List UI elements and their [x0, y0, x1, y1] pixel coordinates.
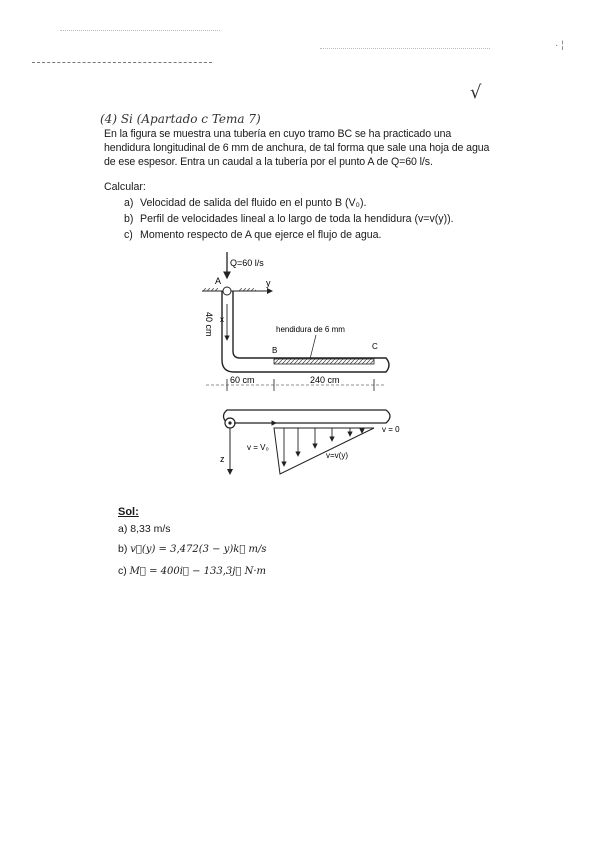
- v-start-label: v = V₀: [247, 443, 269, 452]
- point-a-label: A: [215, 276, 222, 286]
- pipe-top-view: [224, 410, 391, 423]
- velocity-profile: [274, 428, 374, 474]
- pipe-figure: [190, 248, 420, 480]
- question-text: Momento respecto de A que ejerce el flujo de agua.: [140, 229, 382, 241]
- problem-statement: En la figura se muestra una tubería en cuyo tramo BC se ha practicado una hendidura longitudinal de 6 mm de anchura, de tal forma que sale una hoja de agua de ese espesor. Entra un caudal a la tubería por el punto A de Q=60 l/s.: [104, 128, 490, 168]
- question-c: [124, 229, 381, 241]
- x-axis-label: x: [220, 315, 224, 324]
- y-axis-label: y: [266, 278, 271, 288]
- v-zero-label: v = 0: [382, 425, 400, 434]
- solution-b-expr: v⃗(y) = 3,472(3 − y)k⃗ m/s: [130, 544, 267, 555]
- solution-title: Sol:: [118, 506, 139, 518]
- slot-leader: [310, 335, 316, 359]
- calc-label: Calcular:: [104, 181, 146, 193]
- v-profile-label: v=v(y): [326, 451, 348, 460]
- slot: [274, 359, 374, 364]
- check-mark: √: [470, 82, 482, 103]
- dim-left-label: 60 cm: [230, 375, 255, 385]
- solution-b: [118, 543, 267, 555]
- solution-a: a) 8,33 m/s: [118, 523, 171, 535]
- solution-c-label: c): [118, 565, 127, 577]
- point-a-circle: [223, 287, 231, 295]
- dim-right-label: 240 cm: [310, 375, 340, 385]
- scan-header-line-3: [320, 48, 490, 49]
- solution-c: [118, 565, 266, 577]
- scan-header-line-2: [60, 30, 220, 31]
- top-view-origin-dot: [228, 421, 231, 424]
- flow-label: Q=60 l/s: [230, 258, 264, 268]
- question-label: a): [124, 197, 134, 209]
- scan-header-line: [32, 62, 212, 63]
- question-text: Perfil de velocidades lineal a lo largo de toda la hendidura (v=v(y)).: [140, 213, 454, 225]
- question-a: [124, 197, 366, 209]
- point-b-label: B: [272, 346, 278, 355]
- solution-b-label: b): [118, 543, 128, 555]
- slot-label: hendidura de 6 mm: [276, 325, 345, 334]
- question-b: [124, 213, 454, 225]
- support-hatch-left: [202, 288, 218, 291]
- question-label: b): [124, 213, 134, 225]
- solution-c-expr: M⃗ = 400i⃗ − 133,3j⃗ N·m: [129, 566, 266, 577]
- scan-marks: · ¦: [555, 40, 564, 51]
- question-text: Velocidad de salida del fluido en el punto B (V₀).: [140, 197, 367, 209]
- handwritten-title: (4) Si (Apartado c Tema 7): [100, 112, 261, 126]
- point-c-label: C: [372, 342, 378, 351]
- question-label: c): [124, 229, 133, 241]
- z-axis-label: z: [220, 454, 225, 464]
- height-label: 40 cm: [204, 312, 214, 337]
